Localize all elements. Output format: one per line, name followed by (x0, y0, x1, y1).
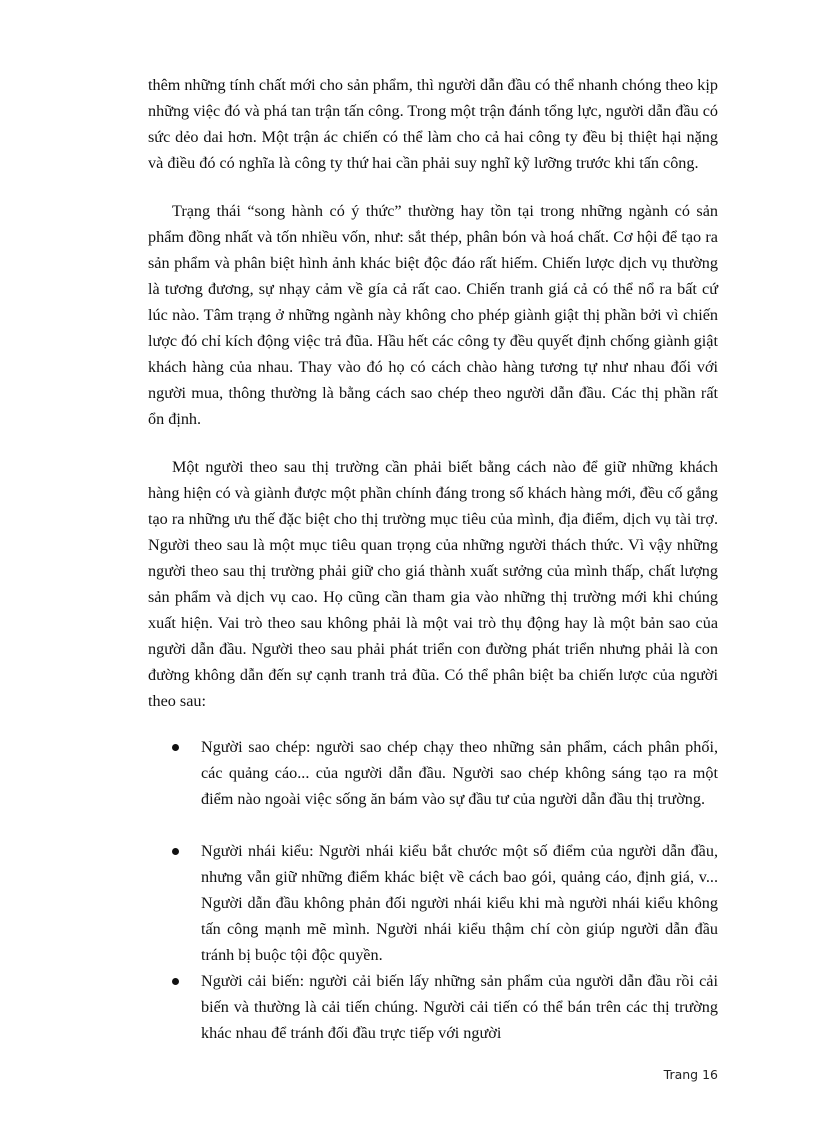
paragraph-continuation: thêm những tính chất mới cho sản phẩm, thì người dẫn đầu có thể nhanh chóng theo kịp những việc đó và phá tan trận tấn công. Trong một trận đánh tổng lực, người dẫn đầu có sức dẻo dai hơn. Một trận ác chiến có thể làm cho cả hai công ty đều bị thiệt hại nặng và điều đó có nghĩa là công ty thứ hai cần phải suy nghĩ kỹ lưỡng trước khi tấn công. (148, 76, 718, 172)
bullet-icon (172, 848, 179, 855)
list-item-imitator (148, 838, 718, 968)
follower-strategy-list (148, 734, 718, 1046)
page-number: Trang 16 (663, 1067, 718, 1082)
paragraph-conscious-parallelism: Trạng thái “song hành có ý thức” thường hay tồn tại trong những ngành có sản phẩm đồng nhất và tốn nhiều vốn, như: sắt thép, phân bón và hoá chất. Cơ hội để tạo ra sản phẩm và phân biệt hình ảnh khác biệt độc đáo rất hiếm. Chiến lược dịch vụ thường là tương đương, sự nhạy cảm về gía cả rất cao. Chiến tranh giá cả có thể nổ ra bất cứ lúc nào. Tâm trạng ở những ngành này không cho phép giành giật thị phần bởi vì chiến lược đó chỉ kích động việc trả đũa. Hầu hết các công ty đều quyết định chống giành giật khách hàng của nhau. Thay vào đó họ có cách chào hàng tương tự như nhau đối với người mua, thông thường là bằng cách sao chép theo người dẫn đầu. Các thị phần rất ổn định. (148, 202, 718, 428)
paragraph-market-follower: Một người theo sau thị trường cần phải biết bằng cách nào để giữ những khách hàng hiện có và giành được một phần chính đáng trong số khách hàng mới, đều cố gắng tạo ra những ưu thế đặc biệt cho thị trường mục tiêu của mình, địa điểm, dịch vụ tài trợ. Người theo sau là một mục tiêu quan trọng của những người thách thức. Vì vậy những người theo sau thị trường phải giữ cho giá thành xuất sưởng của mình thấp, chất lượng sản phẩm và dịch vụ cao. Họ cũng cần tham gia vào những thị trường mới khi chúng xuất hiện. Vai trò theo sau không phải là một vai trò thụ động hay là một bản sao của người dẫn đầu. Người theo sau phải phát triển con đường phát triển nhưng phải là con đường không dẫn đến sự cạnh tranh trả đũa. Có thể phân biệt ba chiến lược của người theo sau: (148, 458, 718, 710)
list-item-adapter (148, 968, 718, 1046)
list-item-text: Người sao chép: người sao chép chạy theo những sản phẩm, cách phân phối, các quảng cáo... của người dẫn đầu. Người sao chép không sáng tạo ra một điểm nào ngoài việc sống ăn bám vào sự đầu tư của người dẫn đầu thị trường. (201, 738, 718, 808)
list-item-text: Người nhái kiểu: Người nhái kiểu bắt chước một số điểm của người dẫn đầu, nhưng vẫn giữ những điểm khác biệt về cách bao gói, quảng cáo, định giá, v... Người dẫn đầu không phản đối người nhái kiểu khi mà người nhái kiểu không tấn công mạnh mẽ mình. Người nhái kiểu thậm chí còn giúp người dẫn đầu tránh bị buộc tội độc quyền. (201, 842, 718, 964)
list-item-cloner (148, 734, 718, 812)
bullet-icon (172, 744, 179, 751)
bullet-icon (172, 978, 179, 985)
list-item-text: Người cải biến: người cải biến lấy những sản phẩm của người dẫn đầu rồi cải biến và thường là cải tiến chúng. Người cải tiến có thể bán trên các thị trường khác nhau để tránh đối đầu trực tiếp với người (201, 972, 718, 1042)
page-body (148, 72, 718, 1046)
